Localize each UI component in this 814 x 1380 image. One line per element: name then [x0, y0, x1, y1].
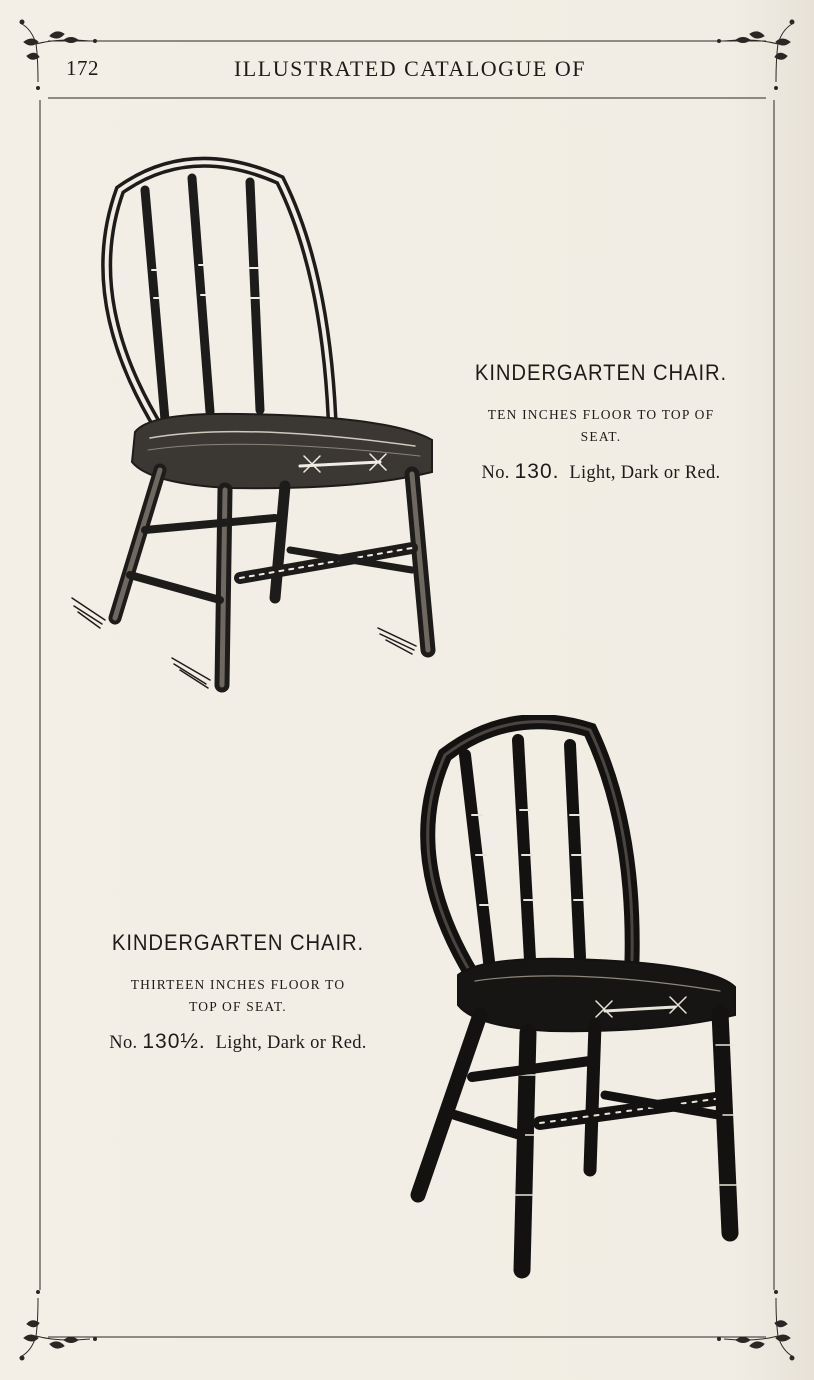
product-order-line — [481, 460, 721, 483]
leaf-sprig-corner-ornament-tr — [718, 20, 795, 90]
product-title: KINDERGARTEN CHAIR. — [474, 360, 728, 385]
product-caption-130 — [448, 360, 754, 484]
chair-130-illustration — [60, 150, 450, 700]
leaf-sprig-corner-ornament-bl — [20, 1291, 97, 1361]
leaf-sprig-corner-ornament-br — [718, 1291, 795, 1361]
product-caption-130-half — [70, 930, 406, 1054]
page-number: 172 — [66, 56, 99, 80]
product-finishes: Light, Dark or Red. — [215, 1033, 367, 1053]
product-description: TEN INCHES FLOOR TO TOP OF SEAT. — [487, 407, 715, 444]
product-finishes: Light, Dark or Red. — [569, 463, 721, 483]
number-prefix: No. — [481, 463, 510, 483]
product-number: 130. — [514, 460, 560, 483]
product-order-line — [109, 1030, 367, 1053]
product-title: KINDERGARTEN CHAIR. — [111, 930, 365, 955]
running-title: ILLUSTRATED CATALOGUE OF — [233, 56, 586, 81]
number-prefix: No. — [109, 1033, 138, 1053]
product-description: THIRTEEN INCHES FLOOR TO TOP OF SEAT. — [130, 977, 346, 1014]
chair-130-half-illustration — [400, 715, 750, 1285]
product-number: 130½. — [142, 1030, 206, 1053]
